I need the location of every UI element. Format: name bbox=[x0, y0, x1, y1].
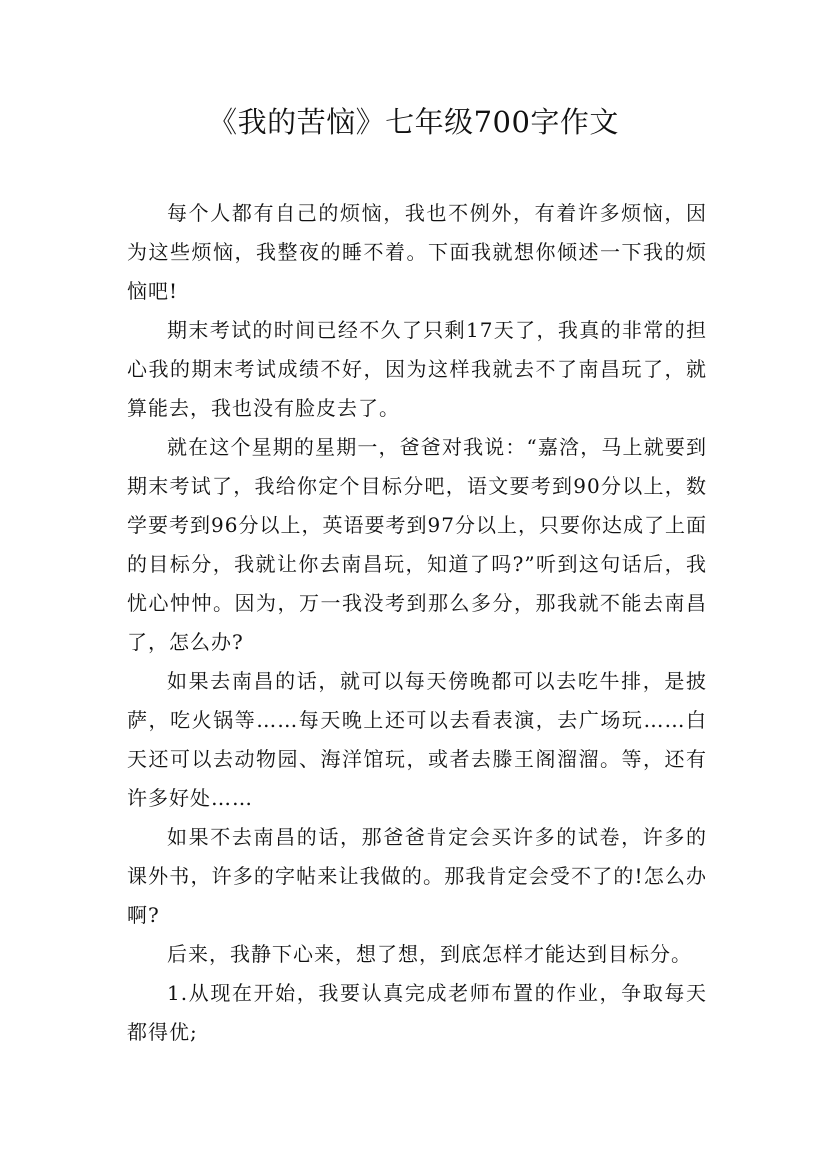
document-title: 《我的苦恼》七年级700字作文 bbox=[208, 105, 619, 139]
paragraph: 后来，我静下心来，想了想，到底怎样才能达到目标分。 bbox=[167, 942, 692, 966]
paragraph: 期末考试的时间已经不久了只剩17天了，我真的非常的担心我的期末考试成绩不好，因为这样我就去不了南昌玩了，就算能去，我也没有脸皮去了。 bbox=[127, 318, 707, 420]
paragraph: 如果去南昌的话，就可以每天傍晚都可以去吃牛排，是披萨，吃火锅等……每天晚上还可以去看表演，去广场玩……白天还可以去动物园、海洋馆玩，或者去滕王阁溜溜。等，还有许多好处…… bbox=[127, 669, 707, 810]
paragraph: 就在这个星期的星期一，爸爸对我说：“嘉浛，马上就要到期末考试了，我给你定个目标分吧，语文要考到90分以上，数学要考到96分以上，英语要考到97分以上，只要你达成了上面的目标分，我就让你去南昌玩，知道了吗?”听到这句话后，我忧心忡忡。因为，万一我没考到那么多分，那我就不能去南昌了，怎么办? bbox=[127, 435, 707, 654]
paragraph: 每个人都有自己的烦恼，我也不例外，有着许多烦恼，因为这些烦恼，我整夜的睡不着。下面我就想你倾述一下我的烦恼吧! bbox=[127, 201, 707, 303]
paragraph: 如果不去南昌的话，那爸爸肯定会买许多的试卷，许多的课外书，许多的字帖来让我做的。那我肯定会受不了的!怎么办啊? bbox=[127, 825, 707, 927]
paragraph: 1.从现在开始，我要认真完成老师布置的作业，争取每天都得优; bbox=[127, 981, 707, 1044]
document-body bbox=[127, 194, 707, 1052]
